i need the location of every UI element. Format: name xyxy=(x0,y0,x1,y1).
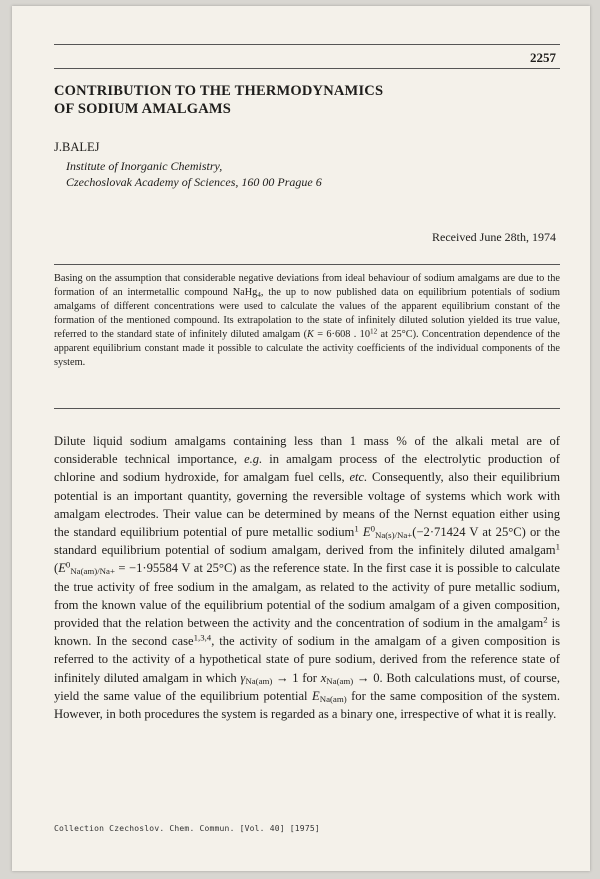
title-line-2: OF SODIUM AMALGAMS xyxy=(54,101,232,117)
header-rule xyxy=(54,68,560,69)
body-text: Dilute liquid sodium amalgams containing less than 1 mass % of the alkali metal are of considerable technical importance, e.g. in amalgam process of the electrolytic production of chlorine and sodium hydroxide, for amalgam fuel cells, etc. Consequently, also their equilibrium potential is an important quantity, governing the reversible voltage of systems which work with amalgam electrodes. Their value can be determined by means of the Nernst equation either using the standard equilibrium potential of pure metallic sodium$^1$ $E^0_{Na(s)/Na+}(-2\cdot 71424$ V at 25°C) or the standard equilibrium potential of sodium amalgam, derived from the infinitely diluted amalgam$^1$ ($E^0_{Na(am)/Na+} = -1\cdot 95584$ V at 25°C) as the reference state. In the first case it is possible to calculate the true activity of free sodium in the amalgam, as related to the activity of pure metallic sodium, from the known value of the equilibrium potential of the sodium amalgam of a given composition, provided that the relation between the activity and the concentration of sodium in the amalgam$^2$ is known. In the second case$^{1,3,4}$, the activity of sodium in the amalgam of a given composition is referred to the activity of a hypothetical state of pure sodium, derived from the reference state of infinitely diluted amalgam in which $\gamma_{Na(am)} \to 1$ for $x_{Na(am)} \to 0$. Both calculations must, of course, yield the same value of the equilibrium potential $E_{Na(am)}$ for the same composition of the system. However, in both procedures the system is regarded as a binary one, irrespective of what it is really. xyxy=(54,434,561,722)
page-number: 2257 xyxy=(530,50,556,65)
author-name: J.BALEJ xyxy=(54,140,100,154)
reference-marker: 1,3,4 xyxy=(193,632,212,643)
journal-citation: Collection Czechoslov. Chem. Commun. [Vol. 40] [1975] xyxy=(54,824,320,833)
abstract-rule-top xyxy=(54,264,560,265)
reference-marker: 2 xyxy=(543,614,548,625)
affiliation xyxy=(66,158,486,190)
abstract: Basing on the assumption that considerable negative deviations from ideal behaviour of sodium amalgams are due to the formation of an intermetallic compound NaHg$_4$, the up to now published data on equilibrium potentials of sodium amalgams of different concentrations were used to calculate the values of the apparent equilibrium constant of the formation of the mentioned compound. Its extrapolation to the state of infinitely diluted solution yielded its true value, referred to the standard state of infinitely diluted amalgam (K = 6·608 . $10^{12}$ at 25°C). Concentration dependence of the apparent equilibrium constant made it possible to calculate the activity coefficients of the individual components of the system. xyxy=(54,273,561,368)
affiliation-line-1: Institute of Inorganic Chemistry, xyxy=(66,159,223,173)
abstract-rule-bottom xyxy=(54,408,560,409)
journal-page xyxy=(12,6,590,871)
received-date: Received June 28th, 1974 xyxy=(432,230,556,244)
article-title xyxy=(54,82,434,118)
top-rule xyxy=(54,44,560,45)
reference-marker: 1 xyxy=(354,523,359,534)
reference-marker: 1 xyxy=(555,541,560,552)
affiliation-line-2: Czechoslovak Academy of Sciences, 160 00 Prague 6 xyxy=(66,175,322,189)
title-line-1: CONTRIBUTION TO THE THERMODYNAMICS xyxy=(54,83,384,99)
